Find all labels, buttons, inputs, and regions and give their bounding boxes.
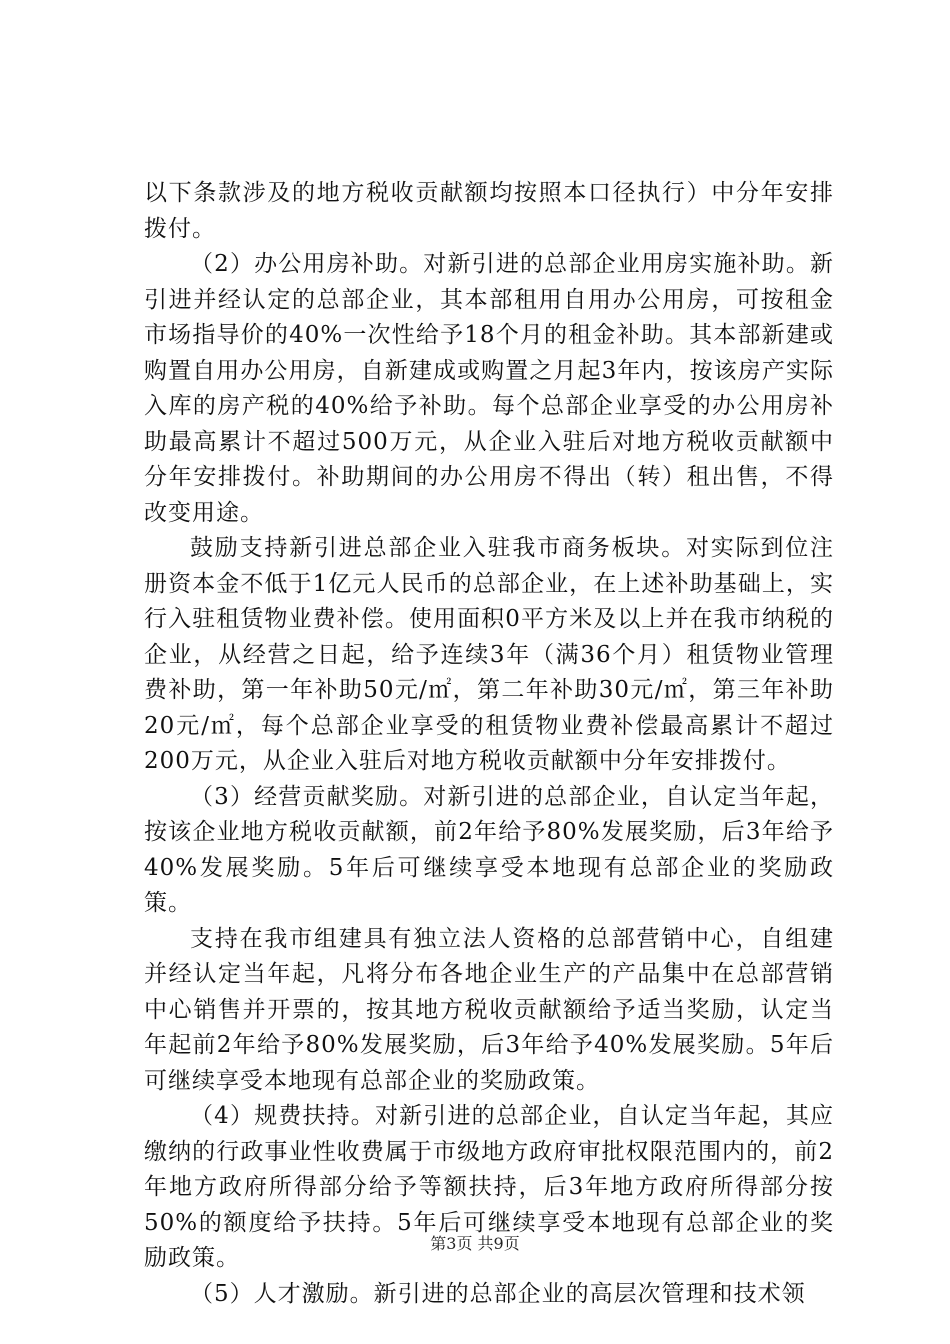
- paragraph-talent-incentive: （5）人才激励。新引进的总部企业的高层次管理和技术领: [190, 1280, 806, 1307]
- paragraph-marketing-center: 支持在我市组建具有独立法人资格的总部营销中心，自组建并经认定当年起，凡将分布各地企业生产的产品集中在总部营销中心销售并开票的，按其地方税收贡献额给予适当奖励，认定当年起前2年给予80%发展奖励，后3年给予40%发展奖励。5年后可继续享受本地现有总部企业的奖励政策。: [144, 925, 834, 1094]
- paragraph-office-subsidy: （2）办公用房补助。对新引进的总部企业用房实施补助。新引进并经认定的总部企业，其本部租用自用办公用房，可按租金市场指导价的40%一次性给予18个月的租金补助。其本部新建或购置自用办公用房，自新建成或购置之月起3年内，按该房产实际入库的房产税的40%给予补助。每个总部企业享受的办公用房补助最高累计不超过500万元，从企业入驻后对地方税收贡献额中分年安排拨付。补助期间的办公用房不得出（转）租出售，不得改变用途。: [144, 251, 834, 526]
- paragraph-fee-support: （4）规费扶持。对新引进的总部企业，自认定当年起，其应缴纳的行政事业性收费属于市级地方政府审批权限范围内的，前2年地方政府所得部分给予等额扶持，后3年地方政府所得部分按50%的额度给予扶持。5年后可继续享受本地现有总部企业的奖励政策。: [144, 1103, 834, 1271]
- document-body: [144, 176, 834, 1312]
- page-number-footer: 第3页 共9页: [430, 1234, 520, 1253]
- paragraph-continuation: 以下条款涉及的地方税收贡献额均按照本口径执行）中分年安排拨付。: [144, 180, 834, 242]
- paragraph-operating-reward: （3）经营贡献奖励。对新引进的总部企业，自认定当年起，按该企业地方税收贡献额，前2年给予80%发展奖励，后3年给予40%发展奖励。5年后可继续享受本地现有总部企业的奖励政策。: [144, 783, 834, 916]
- paragraph-property-fee: 鼓励支持新引进总部企业入驻我市商务板块。对实际到位注册资本金不低于1亿元人民币的总部企业，在上述补助基础上，实行入驻租赁物业费补偿。使用面积0平方米及以上并在我市纳税的企业，从经营之日起，给予连续3年（满36个月）租赁物业管理费补助，第一年补助50元/㎡，第二年补助30元/㎡，第三年补助20元/㎡，每个总部企业享受的租赁物业费补偿最高累计不超过200万元，从企业入驻后对地方税收贡献额中分年安排拨付。: [144, 535, 834, 774]
